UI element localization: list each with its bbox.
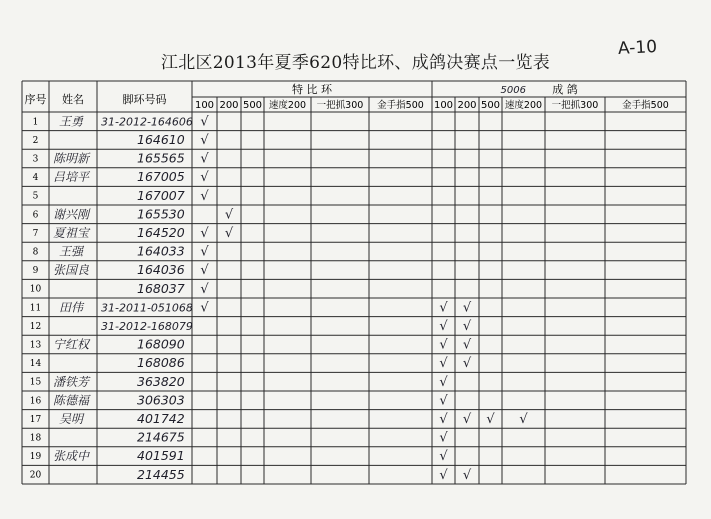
row-ring: 167005 xyxy=(137,169,185,185)
header-group-special-ring: 特 比 环 xyxy=(292,83,332,96)
check-mark: √ xyxy=(200,170,209,186)
row-ring: 168037 xyxy=(137,280,185,296)
check-mark: √ xyxy=(200,151,209,167)
row-ring: 165565 xyxy=(137,150,185,166)
check-mark: √ xyxy=(439,318,448,334)
row-name: 王强 xyxy=(58,244,84,259)
subheader-100: 100 xyxy=(433,100,454,111)
subheader-一把抓300: 一把抓300 xyxy=(551,100,599,111)
row-seq: 8 xyxy=(32,247,39,258)
header-group-adult: 成 鸽 xyxy=(552,83,578,96)
header-seq: 序号 xyxy=(24,93,47,106)
row-name: 宁红权 xyxy=(52,337,90,352)
check-mark: √ xyxy=(439,467,448,483)
row-ring: 164610 xyxy=(137,131,185,147)
subheader-100: 100 xyxy=(194,100,215,111)
row-seq: 11 xyxy=(29,303,42,314)
row-seq: 12 xyxy=(29,321,42,332)
row-ring: 401591 xyxy=(137,448,185,464)
row-seq: 19 xyxy=(29,452,42,463)
row-name: 吕培平 xyxy=(52,170,90,185)
page-title: 江北区2013年夏季620特比环、成鸽决赛点一览表 xyxy=(160,53,551,73)
subheader-一把抓300: 一把抓300 xyxy=(316,100,364,111)
row-name: 谢兴刚 xyxy=(52,207,90,222)
header-name: 姓名 xyxy=(62,93,84,106)
check-mark: √ xyxy=(439,356,448,372)
check-mark: √ xyxy=(462,300,472,316)
row-seq: 2 xyxy=(32,135,39,146)
check-mark: √ xyxy=(200,281,209,297)
row-seq: 13 xyxy=(29,340,42,351)
subheader-200: 200 xyxy=(457,100,477,111)
row-ring: 164033 xyxy=(137,243,185,259)
row-ring: 31-2012-164606 xyxy=(101,115,193,129)
row-ring: 31-2011-051068 xyxy=(101,301,193,315)
row-ring: 363820 xyxy=(137,373,185,389)
row-seq: 17 xyxy=(29,414,42,425)
check-mark: √ xyxy=(200,263,209,279)
row-ring: 401742 xyxy=(137,410,185,426)
row-name: 田伟 xyxy=(58,300,84,315)
check-mark: √ xyxy=(462,356,472,372)
row-seq: 3 xyxy=(32,154,39,165)
row-seq: 9 xyxy=(32,266,39,277)
row-seq: 1 xyxy=(32,117,39,128)
subheader-200: 200 xyxy=(219,100,239,111)
row-ring: 168090 xyxy=(137,336,185,352)
check-mark: √ xyxy=(439,449,448,465)
row-seq: 4 xyxy=(32,173,39,184)
row-ring: 164036 xyxy=(137,262,185,278)
subheader-速度200: 速度200 xyxy=(504,100,543,111)
check-mark: √ xyxy=(462,318,472,334)
check-mark: √ xyxy=(439,374,448,390)
row-ring: 167007 xyxy=(137,187,185,203)
subheader-金手指500: 金手指500 xyxy=(622,100,669,111)
row-seq: 20 xyxy=(29,470,42,481)
check-mark: √ xyxy=(224,207,234,223)
row-ring: 306303 xyxy=(137,392,185,408)
row-ring: 168086 xyxy=(137,355,185,371)
header-group-handwritten-note: 5006 xyxy=(500,85,526,96)
row-ring: 214455 xyxy=(137,466,185,482)
row-ring: 165530 xyxy=(137,206,185,222)
row-name: 张成中 xyxy=(52,449,90,464)
row-seq: 14 xyxy=(29,359,42,370)
row-name: 王勇 xyxy=(58,114,84,129)
subheader-500: 500 xyxy=(242,100,263,111)
header-ring: 脚环号码 xyxy=(122,93,167,106)
row-name: 张国良 xyxy=(52,263,90,278)
check-mark: √ xyxy=(439,411,448,427)
check-mark: √ xyxy=(439,300,448,316)
row-ring: 214675 xyxy=(137,429,185,445)
row-seq: 7 xyxy=(32,228,39,239)
check-mark: √ xyxy=(519,411,528,427)
row-name: 夏祖宝 xyxy=(52,225,90,240)
row-seq: 15 xyxy=(29,377,42,388)
check-mark: √ xyxy=(200,114,209,130)
row-seq: 5 xyxy=(32,191,39,202)
check-mark: √ xyxy=(439,337,448,353)
check-mark: √ xyxy=(200,244,209,260)
row-seq: 10 xyxy=(29,284,42,295)
document-id: A-10 xyxy=(617,36,658,60)
row-name: 陈明新 xyxy=(52,151,90,166)
check-mark: √ xyxy=(200,188,209,204)
row-name: 陈德福 xyxy=(52,393,90,408)
check-mark: √ xyxy=(439,393,448,409)
check-mark: √ xyxy=(462,337,472,353)
row-seq: 18 xyxy=(29,433,42,444)
check-mark: √ xyxy=(200,132,209,148)
row-name: 潘铁芳 xyxy=(52,374,90,389)
row-seq: 16 xyxy=(29,396,42,407)
row-name: 吴明 xyxy=(58,411,84,426)
check-mark: √ xyxy=(200,300,209,316)
check-mark: √ xyxy=(224,225,234,241)
subheader-速度200: 速度200 xyxy=(268,100,307,111)
check-mark: √ xyxy=(462,411,472,427)
check-mark: √ xyxy=(486,411,495,427)
subheader-500: 500 xyxy=(480,100,501,111)
check-mark: √ xyxy=(200,225,209,241)
row-ring: 31-2012-168079 xyxy=(101,319,193,333)
row-seq: 6 xyxy=(32,210,39,221)
subheader-金手指500: 金手指500 xyxy=(377,100,424,111)
check-mark: √ xyxy=(439,430,448,446)
row-ring: 164520 xyxy=(137,224,185,240)
check-mark: √ xyxy=(462,467,472,483)
